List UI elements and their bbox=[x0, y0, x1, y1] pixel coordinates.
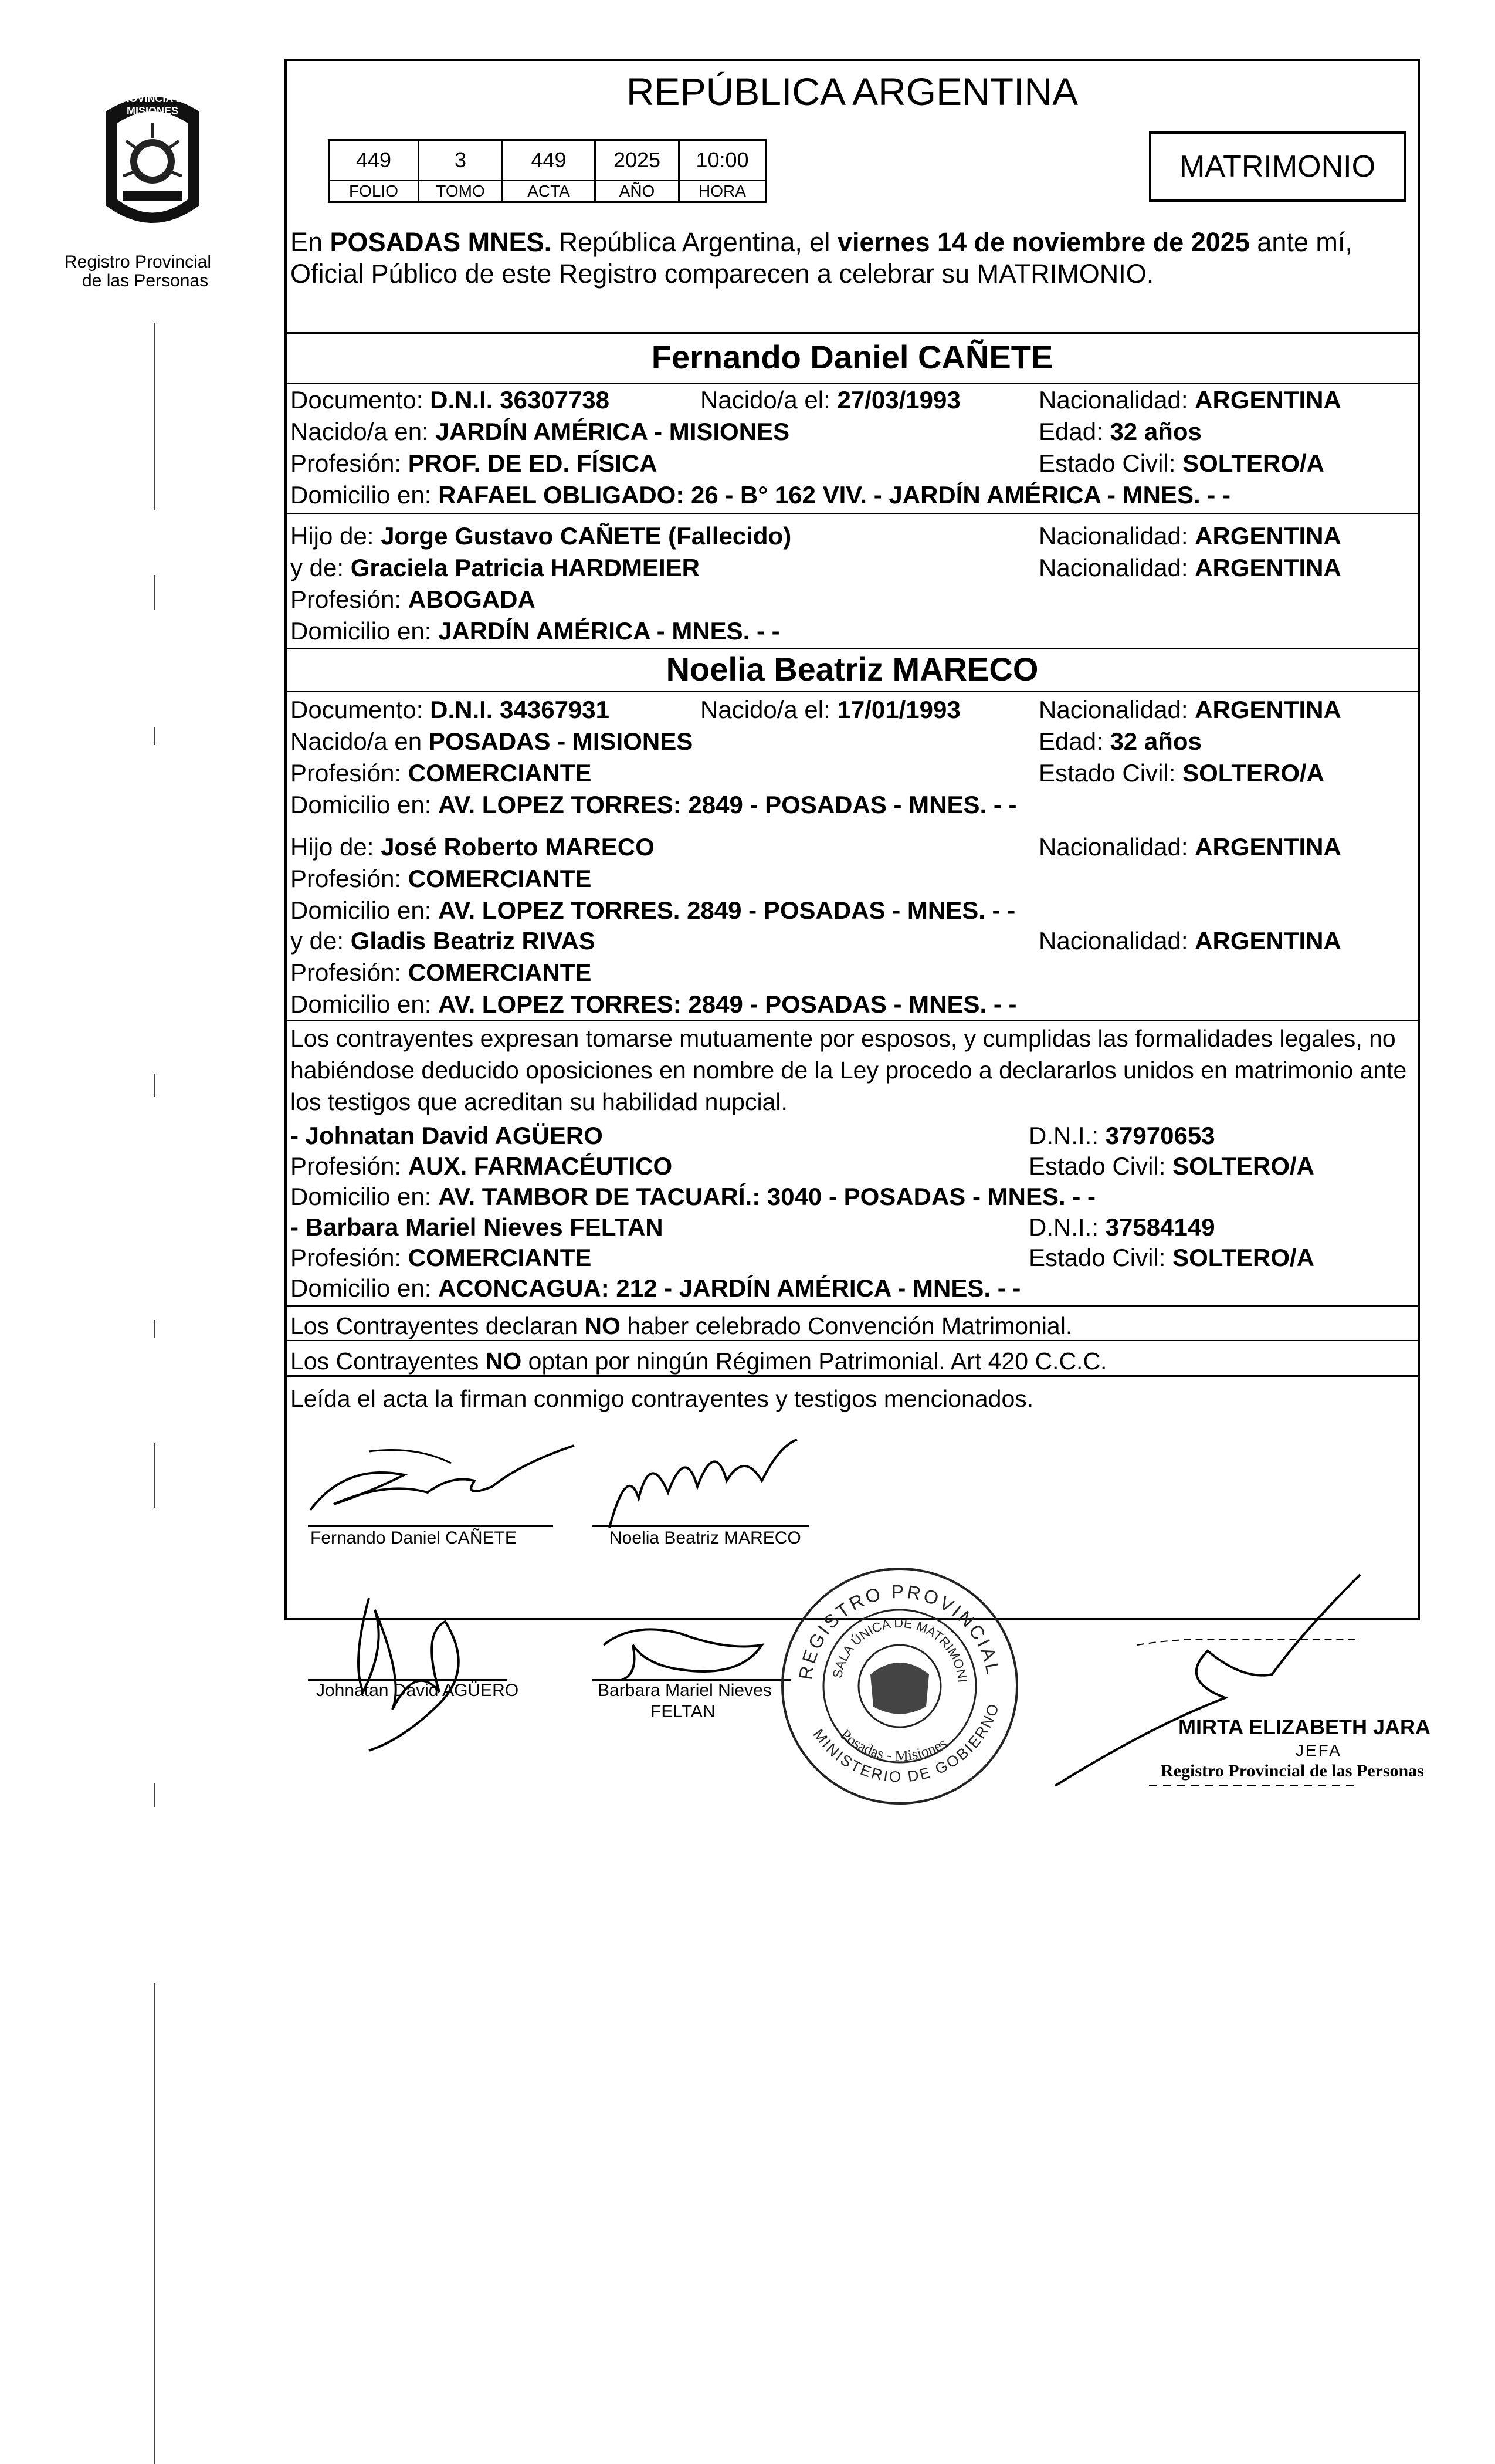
stamp-inner-text: SALA ÚNICA DE MATRIMONI bbox=[829, 1615, 970, 1684]
intro-text: En bbox=[290, 227, 330, 257]
bride-mother-address bbox=[290, 989, 1017, 1020]
acta-value: 449 bbox=[503, 140, 595, 181]
witness1-address bbox=[290, 1182, 1096, 1212]
witness1-signature-icon bbox=[287, 1575, 498, 1762]
stamp-seal-icon bbox=[777, 1563, 1023, 1809]
groom-signature-icon bbox=[299, 1440, 592, 1534]
label: Documento: bbox=[290, 386, 430, 414]
logo-caption-line2: de las Personas bbox=[82, 271, 209, 290]
witness2-dni-value: 37584149 bbox=[1105, 1213, 1215, 1241]
official-office: Registro Provincial de las Personas bbox=[1161, 1761, 1424, 1781]
bride-age-value: 32 años bbox=[1110, 727, 1202, 755]
label: Estado Civil: bbox=[1039, 449, 1183, 477]
groom-parents-prof-value: ABOGADA bbox=[408, 585, 535, 613]
label: Nacido/a el: bbox=[700, 696, 838, 723]
witness1-profession bbox=[290, 1151, 672, 1182]
text: Los Contrayentes declaran bbox=[290, 1312, 585, 1339]
groom-mother-nat-value: ARGENTINA bbox=[1195, 554, 1341, 581]
groom-birthplace bbox=[290, 417, 789, 447]
bride-father-value: José Roberto MARECO bbox=[381, 833, 655, 861]
groom-profession bbox=[290, 448, 657, 479]
groom-dni: D.N.I. 36307738 bbox=[430, 386, 609, 414]
text: Los Contrayentes bbox=[290, 1348, 486, 1375]
groom-born-date-value: 27/03/1993 bbox=[837, 386, 961, 414]
groom-nationality bbox=[1039, 385, 1341, 415]
label: Estado Civil: bbox=[1029, 1244, 1173, 1271]
label: Domicilio en: bbox=[290, 617, 439, 645]
label: Documento: bbox=[290, 696, 430, 723]
bride-mother-nationality bbox=[1039, 926, 1341, 956]
witness1-dni-value: 37970653 bbox=[1105, 1122, 1215, 1149]
groom-name: Fernando Daniel CAÑETE bbox=[651, 339, 1053, 375]
witness2-name: - Barbara Mariel Nieves FELTAN bbox=[290, 1213, 663, 1241]
bride-mother-value: Gladis Beatriz RIVAS bbox=[350, 927, 595, 955]
groom-mother bbox=[290, 553, 700, 583]
label: Domicilio en: bbox=[290, 791, 439, 818]
bride-address bbox=[290, 790, 1017, 820]
label: y de: bbox=[290, 554, 351, 581]
groom-mother-nationality bbox=[1039, 553, 1341, 583]
groom-birthplace-value: JARDÍN AMÉRICA - MISIONES bbox=[435, 418, 790, 445]
convention-line2 bbox=[290, 1346, 1107, 1376]
label: Profesión: bbox=[290, 959, 408, 986]
tomo-label: TOMO bbox=[419, 181, 503, 202]
intro-text: ante mí, bbox=[1249, 227, 1352, 257]
signature-line bbox=[308, 1525, 553, 1527]
margin-mark bbox=[154, 575, 155, 610]
logo-caption-line1: Registro Provincial bbox=[65, 252, 212, 272]
bride-mother-nat-value: ARGENTINA bbox=[1195, 927, 1341, 955]
bride-father-prof-value: COMERCIANTE bbox=[408, 865, 592, 892]
divider bbox=[287, 1305, 1418, 1307]
divider bbox=[287, 1340, 1418, 1341]
witness1-signature-label: Johnatan David AGÜERO bbox=[316, 1681, 519, 1700]
record-grid bbox=[328, 139, 767, 203]
bride-civil-status bbox=[1039, 758, 1324, 788]
ano-label: AÑO bbox=[595, 181, 679, 202]
label: Estado Civil: bbox=[1039, 759, 1183, 787]
witness2-address bbox=[290, 1273, 1021, 1304]
bride-birth-date bbox=[700, 695, 961, 725]
bride-father-nationality bbox=[1039, 832, 1341, 862]
closing-text: Leída el acta la firman conmigo contrayentes y testigos mencionados. bbox=[290, 1385, 1034, 1412]
convention-line1 bbox=[290, 1311, 1072, 1341]
label: Nacido/a en bbox=[290, 727, 429, 755]
groom-mother-value: Graciela Patricia HARDMEIER bbox=[350, 554, 700, 581]
bride-birthplace bbox=[290, 726, 693, 757]
groom-document bbox=[290, 385, 609, 415]
witness2-dni bbox=[1029, 1212, 1215, 1243]
emphasis: NO bbox=[584, 1312, 621, 1339]
official-stamp bbox=[777, 1563, 1023, 1809]
groom-age-value: 32 años bbox=[1110, 418, 1202, 445]
hora-label: HORA bbox=[679, 181, 766, 202]
groom-address bbox=[290, 480, 1230, 510]
label: Profesión: bbox=[290, 759, 408, 787]
acta-label: ACTA bbox=[503, 181, 595, 202]
bride-born-date-value: 17/01/1993 bbox=[837, 696, 961, 723]
margin-mark bbox=[154, 727, 155, 745]
registry-logo bbox=[82, 88, 223, 252]
bride-birthplace-value: POSADAS - MISIONES bbox=[428, 727, 693, 755]
bride-father-address-value: AV. LOPEZ TORRES. 2849 - POSADAS - MNES. - - bbox=[438, 896, 1016, 924]
record-values bbox=[329, 140, 766, 181]
label: Edad: bbox=[1039, 727, 1110, 755]
label: Profesión: bbox=[290, 585, 408, 613]
divider bbox=[287, 513, 1418, 514]
groom-parents-address-value: JARDÍN AMÉRICA - MNES. - - bbox=[438, 617, 780, 645]
bride-age bbox=[1039, 726, 1202, 757]
document-frame bbox=[284, 59, 1430, 1786]
bride-prof-value: COMERCIANTE bbox=[408, 759, 592, 787]
groom-address-value: RAFAEL OBLIGADO: 26 - B° 162 VIV. - JARDÍN AMÉRICA - MNES. - - bbox=[438, 481, 1230, 509]
intro-line1 bbox=[290, 227, 1352, 258]
bride-dni: D.N.I. 34367931 bbox=[430, 696, 609, 723]
groom-father-value: Jorge Gustavo CAÑETE (Fallecido) bbox=[381, 522, 792, 550]
divider bbox=[287, 383, 1418, 384]
bride-name: Noelia Beatriz MARECO bbox=[666, 651, 1039, 688]
witness2-signature-label-line2: FELTAN bbox=[650, 1702, 716, 1721]
official-name: MIRTA ELIZABETH JARA bbox=[1178, 1715, 1430, 1739]
witness2-prof-value: COMERCIANTE bbox=[408, 1244, 592, 1271]
label: Domicilio en: bbox=[290, 1183, 439, 1210]
declaration-line2: habiéndose deducido oposiciones en nombre de la Ley procedo a declararlos unidos en matrimonio ante bbox=[290, 1057, 1407, 1084]
label: Nacionalidad: bbox=[1039, 833, 1195, 861]
label: Hijo de: bbox=[290, 833, 381, 861]
bride-profession bbox=[290, 758, 591, 788]
label: Domicilio en: bbox=[290, 481, 439, 509]
label: Nacionalidad: bbox=[1039, 522, 1195, 550]
witness1-civil-status bbox=[1029, 1151, 1314, 1182]
groom-civil-value: SOLTERO/A bbox=[1182, 449, 1324, 477]
seal-text: PROVINCIA DE MISIONES bbox=[114, 93, 191, 117]
text: optan por ningún Régimen Patrimonial. Art 420 C.C.C. bbox=[521, 1348, 1107, 1375]
label: Domicilio en: bbox=[290, 990, 439, 1018]
bride-nat-value: ARGENTINA bbox=[1195, 696, 1341, 723]
groom-parents-profession bbox=[290, 584, 535, 615]
tomo-value: 3 bbox=[419, 140, 503, 181]
bride-father-address bbox=[290, 895, 1015, 926]
intro-text: República Argentina, el bbox=[551, 227, 838, 257]
folio-label: FOLIO bbox=[329, 181, 419, 202]
margin-mark bbox=[154, 1443, 155, 1508]
bride-mother-profession bbox=[290, 957, 591, 988]
signature-line bbox=[592, 1525, 809, 1527]
margin-mark bbox=[154, 1783, 155, 1807]
label: Nacionalidad: bbox=[1039, 554, 1195, 581]
witness2-civil-status bbox=[1029, 1243, 1314, 1273]
divider bbox=[287, 648, 1418, 649]
witness2-civil-value: SOLTERO/A bbox=[1172, 1244, 1314, 1271]
bride-father-nat-value: ARGENTINA bbox=[1195, 833, 1341, 861]
label: y de: bbox=[290, 927, 351, 955]
label: Nacionalidad: bbox=[1039, 386, 1195, 414]
groom-signature-label: Fernando Daniel CAÑETE bbox=[310, 1528, 517, 1548]
bride-civil-value: SOLTERO/A bbox=[1182, 759, 1324, 787]
record-type-box: MATRIMONIO bbox=[1149, 131, 1406, 202]
bride-mother-address-value: AV. LOPEZ TORRES: 2849 - POSADAS - MNES. - - bbox=[438, 990, 1017, 1018]
label: Nacionalidad: bbox=[1039, 696, 1195, 723]
official-title: JEFA bbox=[1296, 1741, 1342, 1759]
bride-document bbox=[290, 695, 609, 725]
bride-father bbox=[290, 832, 655, 862]
label: Profesión: bbox=[290, 1152, 408, 1180]
margin-mark bbox=[154, 1320, 155, 1338]
bride-address-value: AV. LOPEZ TORRES: 2849 - POSADAS - MNES. - - bbox=[438, 791, 1017, 818]
margin-mark bbox=[154, 1074, 155, 1097]
bride-nationality bbox=[1039, 695, 1341, 725]
label: Profesión: bbox=[290, 1244, 408, 1271]
margin-mark bbox=[154, 1983, 155, 2464]
groom-father bbox=[290, 521, 791, 551]
divider bbox=[287, 691, 1418, 692]
witness2-profession bbox=[290, 1243, 591, 1273]
intro-place: POSADAS MNES. bbox=[330, 227, 552, 257]
witness1-prof-value: AUX. FARMACÉUTICO bbox=[408, 1152, 673, 1180]
ano-value: 2025 bbox=[595, 140, 679, 181]
text: haber celebrado Convención Matrimonial. bbox=[620, 1312, 1073, 1339]
divider bbox=[287, 1020, 1418, 1021]
label: Nacido/a el: bbox=[700, 386, 838, 414]
label: Domicilio en: bbox=[290, 1274, 439, 1302]
groom-civil-status bbox=[1039, 448, 1324, 479]
label: Profesión: bbox=[290, 865, 408, 892]
bride-mother-prof-value: COMERCIANTE bbox=[408, 959, 592, 986]
groom-nat-value: ARGENTINA bbox=[1195, 386, 1341, 414]
hora-value: 10:00 bbox=[679, 140, 766, 181]
label: Nacionalidad: bbox=[1039, 927, 1195, 955]
label: Profesión: bbox=[290, 449, 408, 477]
emphasis: NO bbox=[485, 1348, 522, 1375]
label: D.N.I.: bbox=[1029, 1213, 1106, 1241]
groom-age bbox=[1039, 417, 1202, 447]
bride-signature-icon bbox=[586, 1428, 821, 1534]
record-labels bbox=[329, 181, 766, 202]
groom-birth-date bbox=[700, 385, 961, 415]
label: Edad: bbox=[1039, 418, 1110, 445]
margin-mark bbox=[154, 323, 155, 510]
intro-line2: Oficial Público de este Registro comparecen a celebrar su MATRIMONIO. bbox=[290, 259, 1154, 289]
bride-mother bbox=[290, 926, 595, 956]
witness1-name: - Johnatan David AGÜERO bbox=[290, 1122, 603, 1149]
groom-prof-value: PROF. DE ED. FÍSICA bbox=[408, 449, 657, 477]
stamp-outer-text: REGISTRO PROVINCIAL bbox=[795, 1580, 1004, 1681]
witness1-dni bbox=[1029, 1121, 1215, 1151]
witness1-address-value: AV. TAMBOR DE TACUARÍ.: 3040 - POSADAS - MNES. - - bbox=[438, 1183, 1096, 1210]
groom-parents-address bbox=[290, 616, 780, 647]
witness2-address-value: ACONCAGUA: 212 - JARDÍN AMÉRICA - MNES. - - bbox=[438, 1274, 1021, 1302]
label: D.N.I.: bbox=[1029, 1122, 1106, 1149]
witness1-civil-value: SOLTERO/A bbox=[1172, 1152, 1314, 1180]
declaration-line3: los testigos que acreditan su habilidad nupcial. bbox=[290, 1088, 788, 1115]
groom-father-nationality bbox=[1039, 521, 1341, 551]
bride-father-profession bbox=[290, 864, 591, 894]
divider bbox=[287, 1375, 1418, 1377]
divider bbox=[287, 332, 1418, 334]
label: Estado Civil: bbox=[1029, 1152, 1173, 1180]
page-title: REPÚBLICA ARGENTINA bbox=[626, 70, 1079, 113]
declaration-line1: Los contrayentes expresan tomarse mutuamente por esposos, y cumplidas las formalidades legales, no bbox=[290, 1025, 1396, 1052]
label: Nacido/a en: bbox=[290, 418, 436, 445]
label: Domicilio en: bbox=[290, 896, 439, 924]
folio-value: 449 bbox=[329, 140, 419, 181]
stamp-city-text: Posadas - Misiones bbox=[837, 1725, 950, 1765]
intro-date: viernes 14 de noviembre de 2025 bbox=[837, 227, 1250, 257]
witness2-signature-label-line1: Barbara Mariel Nieves bbox=[598, 1681, 772, 1700]
label: Hijo de: bbox=[290, 522, 381, 550]
bride-signature-label: Noelia Beatriz MARECO bbox=[609, 1528, 801, 1548]
stamp-ministry-text: MINISTERIO DE GOBIERNO bbox=[809, 1700, 1003, 1786]
groom-father-nat-value: ARGENTINA bbox=[1195, 522, 1341, 550]
